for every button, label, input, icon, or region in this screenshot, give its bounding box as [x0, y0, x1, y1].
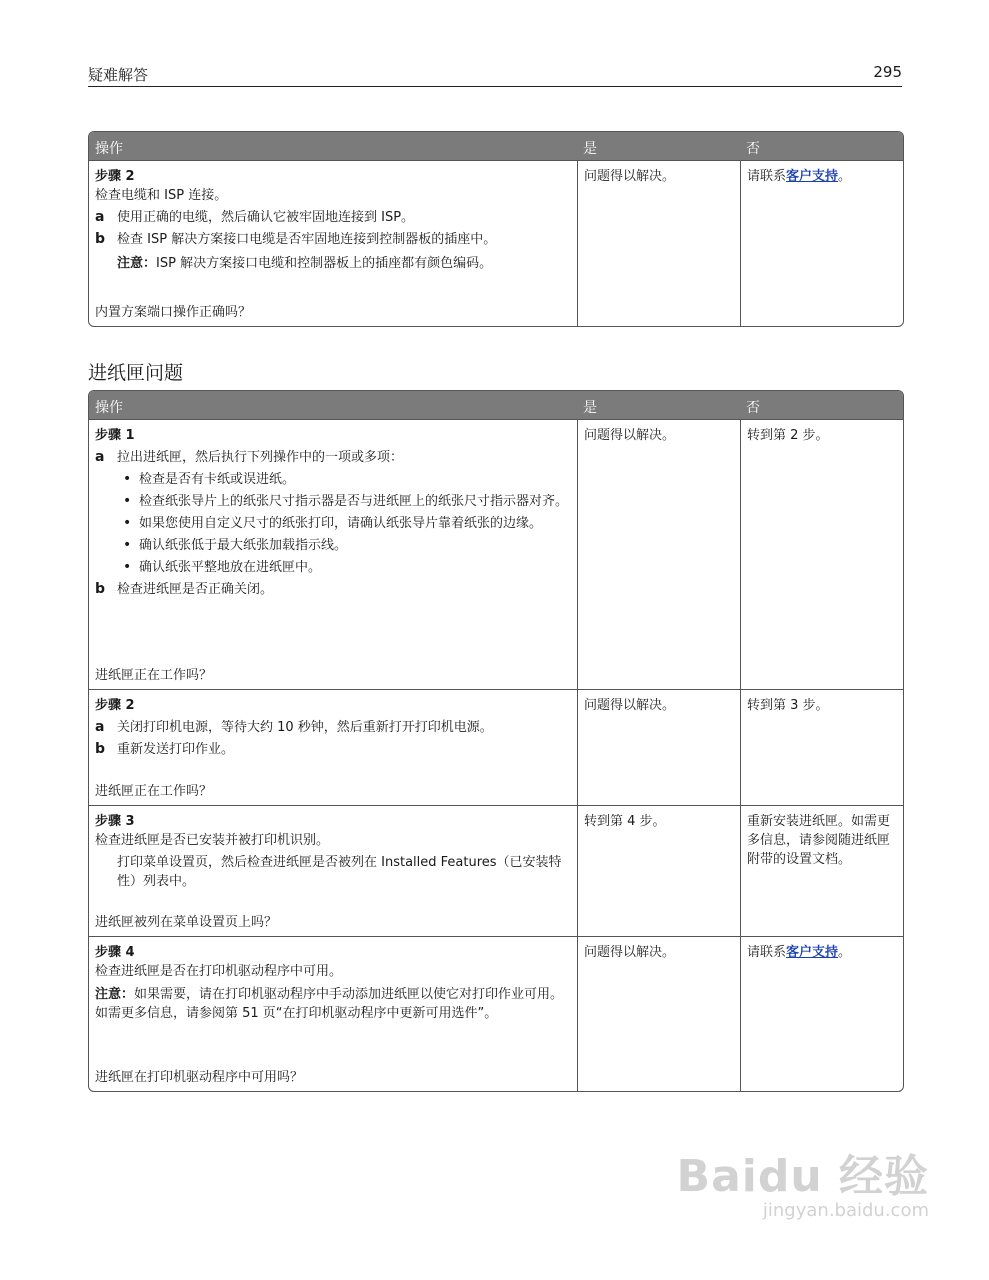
table-row [89, 689, 903, 805]
bullet-item: • 确认纸张平整地放在进纸匣中。 [123, 559, 322, 575]
section-title: 进纸匣问题 [88, 362, 184, 384]
table-row [89, 805, 903, 936]
substep-b: b 检查 ISP 解决方案接口电缆是否牢固地连接到控制器板的插座中。 [95, 231, 497, 247]
no-cell: 请联系客户支持。 [740, 161, 903, 326]
action-cell [89, 937, 577, 1091]
watermark-logo: Baidu 经验 [676, 1151, 929, 1202]
no-cell: 重新安装进纸匣。如需更多信息，请参阅随进纸匣附带的设置文档。 [740, 806, 903, 936]
troubleshooting-table-1 [88, 131, 904, 327]
watermark [677, 1140, 929, 1221]
step-intro: 检查电缆和 ISP 连接。 [95, 188, 228, 203]
step-detail: 打印菜单设置页，然后检查进纸匣是否被列在 Installed Features（已安装特性）列表中。 [117, 855, 562, 889]
step-question: 进纸匣被列在菜单设置页上吗？ [95, 915, 278, 930]
table-row [89, 419, 903, 689]
action-cell [89, 806, 577, 936]
table-header-row [89, 132, 903, 160]
step-intro: 检查进纸匣是否已安装并被打印机识别。 [95, 833, 330, 848]
note: 注意：如果需要，请在打印机驱动程序中手动添加进纸匣以使它对打印作业可用。如需更多信息，请参阅第 51 页“在打印机驱动程序中更新可用选件”。 [95, 987, 564, 1021]
substep-b: b 重新发送打印作业。 [95, 741, 235, 757]
step-title: 步骤 2 [95, 698, 135, 713]
yes-cell: 问题得以解决。 [577, 690, 740, 805]
step-title: 步骤 1 [95, 428, 135, 443]
page-header [88, 62, 902, 87]
yes-cell: 转到第 4 步。 [577, 806, 740, 936]
no-cell: 转到第 2 步。 [740, 420, 903, 689]
no-cell: 请联系客户支持。 [740, 937, 903, 1091]
step-question: 内置方案端口操作正确吗？ [95, 305, 252, 320]
table-row [89, 160, 903, 326]
page-number: 295 [873, 63, 902, 81]
action-cell [89, 690, 577, 805]
step-question: 进纸匣在打印机驱动程序中可用吗？ [95, 1070, 304, 1085]
action-cell [89, 420, 577, 689]
customer-support-link[interactable]: 客户支持 [786, 945, 839, 960]
substep-b: b 检查进纸匣是否正确关闭。 [95, 581, 274, 597]
watermark-url: jingyan.baidu.com [762, 1200, 929, 1221]
substep-a: a 拉出进纸匣，然后执行下列操作中的一项或多项： [95, 449, 404, 465]
header-action: 操作 [95, 141, 123, 157]
yes-cell: 问题得以解决。 [577, 161, 740, 326]
bullet-item: • 检查纸张导片上的纸张尺寸指示器是否与进纸匣上的纸张尺寸指示器对齐。 [123, 493, 569, 509]
step-title: 步骤 3 [95, 814, 135, 829]
step-question: 进纸匣正在工作吗？ [95, 784, 213, 799]
header-yes: 是 [583, 141, 597, 157]
section-name: 疑难解答 [88, 66, 149, 84]
yes-cell: 问题得以解决。 [577, 420, 740, 689]
substep-a: a 关闭打印机电源，等待大约 10 秒钟，然后重新打开打印机电源。 [95, 719, 493, 735]
table-row [89, 936, 903, 1091]
table-header-row [89, 391, 903, 419]
bullet-item: • 确认纸张低于最大纸张加载指示线。 [123, 537, 348, 553]
step-question: 进纸匣正在工作吗？ [95, 668, 213, 683]
note: 注意：ISP 解决方案接口电缆和控制器板上的插座都有颜色编码。 [117, 256, 493, 271]
action-cell [89, 161, 577, 326]
header-action: 操作 [95, 400, 123, 416]
troubleshooting-table-2 [88, 390, 904, 1092]
substep-a: a 使用正确的电缆，然后确认它被牢固地连接到 ISP。 [95, 209, 415, 225]
header-no: 否 [746, 141, 760, 157]
step-title: 步骤 2 [95, 169, 135, 184]
bullet-item: • 检查是否有卡纸或误进纸。 [123, 471, 296, 487]
header-yes: 是 [583, 400, 597, 416]
bullet-item: • 如果您使用自定义尺寸的纸张打印，请确认纸张导片靠着纸张的边缘。 [123, 515, 543, 531]
step-title: 步骤 4 [95, 945, 135, 960]
header-no: 否 [746, 400, 760, 416]
yes-cell: 问题得以解决。 [577, 937, 740, 1091]
no-cell: 转到第 3 步。 [740, 690, 903, 805]
step-intro: 检查进纸匣是否在打印机驱动程序中可用。 [95, 964, 343, 979]
customer-support-link[interactable]: 客户支持 [786, 169, 839, 184]
